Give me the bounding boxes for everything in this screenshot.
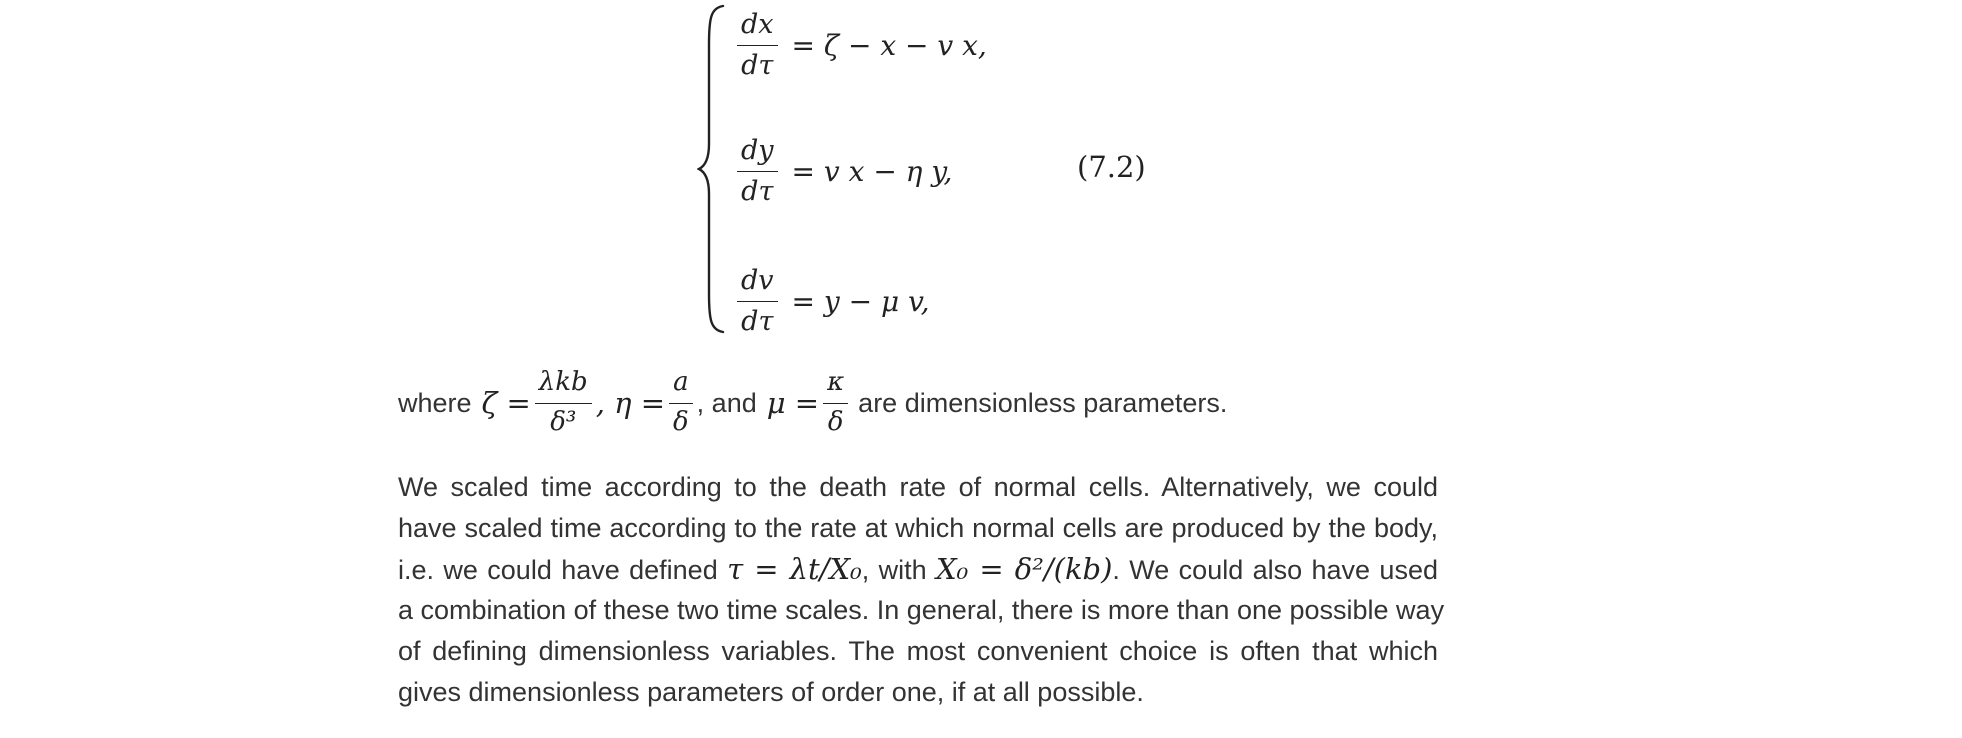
zeta-symbol: ζ = — [481, 386, 531, 420]
fraction-denominator: dτ — [741, 176, 774, 207]
fraction-denominator: δ — [827, 407, 844, 437]
fraction-bar — [737, 45, 778, 46]
mu-symbol: μ = — [766, 386, 820, 420]
equation-rhs: = v x − η y, — [791, 154, 953, 188]
body-paragraph — [398, 467, 1445, 713]
fraction-numerator: κ — [827, 367, 845, 398]
equation-row-v — [733, 256, 929, 346]
fraction-bar — [823, 403, 848, 404]
fraction-numerator: dx — [741, 8, 774, 40]
fraction-numerator: λkb — [538, 367, 588, 398]
mu-fraction — [823, 368, 848, 438]
x0-definition: X₀ = δ²/(kb) — [936, 552, 1113, 586]
fraction-denominator: dτ — [741, 306, 774, 337]
left-brace-icon — [697, 4, 727, 334]
fraction-numerator: dv — [741, 264, 774, 296]
dimensionless-suffix: are dimensionless parameters. — [858, 387, 1228, 418]
paragraph-text: i.e. we could have defined — [398, 555, 718, 585]
paragraph-line: gives dimensionless parameters of order one, if at all possible. — [398, 677, 1144, 707]
fraction-denominator: δ — [673, 407, 689, 437]
paragraph-line: of defining dimensionless variables. The most convenient choice is often that which — [398, 636, 1438, 666]
fraction-numerator: dy — [741, 134, 774, 166]
fraction-denominator: dτ — [741, 50, 774, 81]
fraction-numerator: a — [673, 367, 689, 398]
equation-row-x — [733, 0, 987, 90]
paragraph-line: a combination of these two time scales. In general, there is more than one possible way — [398, 595, 1445, 625]
tau-definition: τ = λt/X₀ — [727, 552, 862, 586]
equation-row-y — [733, 126, 952, 216]
equation-system — [697, 0, 1117, 340]
paragraph-line-with-math — [398, 549, 1438, 590]
eta-fraction — [669, 368, 693, 438]
derivative-fraction — [737, 265, 778, 337]
paragraph-line: We scaled time according to the death rate of normal cells. Alternatively, we could — [398, 472, 1438, 502]
zeta-fraction — [535, 368, 592, 438]
derivative-fraction — [737, 9, 778, 81]
equation-number: (7.2) — [1077, 150, 1146, 184]
fraction-bar — [737, 301, 778, 302]
parameter-definitions — [398, 360, 1227, 446]
paragraph-text: . We could also have used — [1112, 555, 1438, 585]
paragraph-text: , with — [861, 555, 927, 585]
eta-symbol: , η = — [595, 386, 666, 420]
derivative-fraction — [737, 135, 778, 207]
fraction-bar — [737, 171, 778, 172]
fraction-bar — [669, 403, 693, 404]
fraction-denominator: δ³ — [550, 407, 577, 437]
paragraph-line: have scaled time according to the rate at which normal cells are produced by the body, — [398, 513, 1438, 543]
equation-rhs: = y − μ v, — [791, 284, 930, 318]
fraction-bar — [535, 403, 592, 404]
where-text: where — [398, 387, 472, 418]
equation-rhs: = ζ − x − v x, — [791, 28, 987, 62]
and-text: , and — [696, 387, 757, 418]
